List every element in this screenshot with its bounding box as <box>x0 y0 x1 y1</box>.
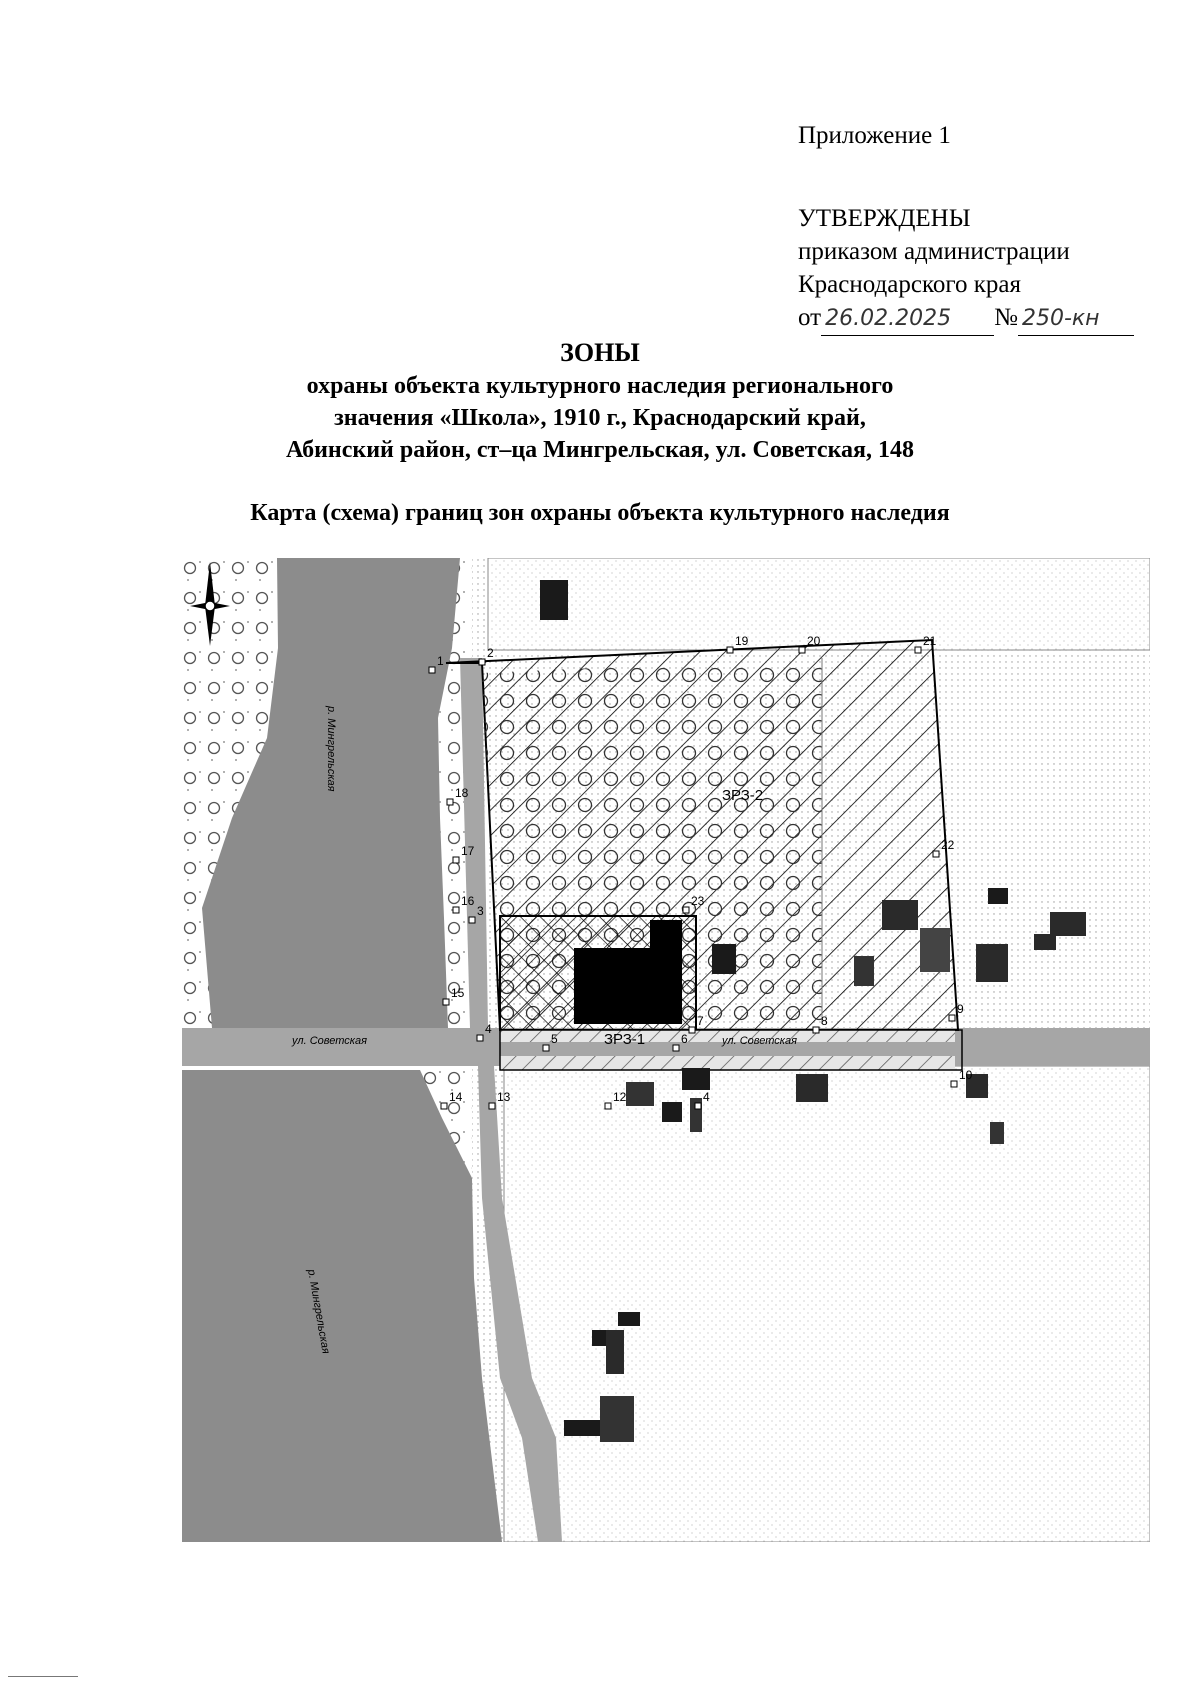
boundary-point-label: 4 <box>485 1022 492 1036</box>
boundary-point-marker <box>727 647 733 653</box>
building <box>1050 912 1086 936</box>
street-label-east: ул. Советская <box>722 1035 797 1047</box>
boundary-point-label: 22 <box>941 838 955 852</box>
building <box>712 944 736 974</box>
boundary-point-label: 8 <box>821 1014 828 1028</box>
boundary-point-label: 14 <box>449 1090 463 1104</box>
building <box>854 956 874 986</box>
building <box>1034 934 1056 950</box>
boundary-point-label: 17 <box>461 844 475 858</box>
boundary-point-marker <box>477 1035 483 1041</box>
building <box>618 1312 640 1326</box>
approval-signature-line <box>798 301 1134 336</box>
boundary-point-label: 10 <box>959 1068 973 1082</box>
boundary-point-marker <box>479 659 485 665</box>
building <box>920 928 950 972</box>
boundary-point-label: 16 <box>461 894 475 908</box>
boundary-point-label: 9 <box>957 1002 964 1016</box>
building <box>976 944 1008 982</box>
building <box>600 1396 634 1442</box>
approval-block <box>798 202 1134 336</box>
building <box>990 1122 1004 1144</box>
building <box>796 1074 828 1102</box>
boundary-point-marker <box>915 647 921 653</box>
boundary-point-label: 19 <box>735 634 749 648</box>
boundary-point-marker <box>429 667 435 673</box>
boundary-point-marker <box>443 999 449 1005</box>
building <box>988 888 1008 904</box>
boundary-point-marker <box>951 1081 957 1087</box>
boundary-point-marker <box>447 799 453 805</box>
boundary-point-marker <box>813 1027 819 1033</box>
footer-rule <box>8 1676 78 1677</box>
boundary-point-marker <box>933 851 939 857</box>
map-caption: Карта (схема) границ зон охраны объекта культурного наследия <box>250 500 950 526</box>
boundary-point-marker <box>469 917 475 923</box>
boundary-point-marker <box>695 1103 701 1109</box>
boundary-point-label: 20 <box>807 634 821 648</box>
boundary-point-label: 2 <box>487 646 494 660</box>
boundary-point-marker <box>683 907 689 913</box>
boundary-point-label: 6 <box>681 1032 688 1046</box>
approved-region: Краснодарского края <box>798 271 1021 298</box>
building <box>662 1102 682 1122</box>
boundary-point-label: 7 <box>697 1014 704 1028</box>
boundary-point-marker <box>949 1015 955 1021</box>
boundary-point-marker <box>673 1045 679 1051</box>
boundary-point-marker <box>689 1027 695 1033</box>
date-handwritten: 26.02.2025 <box>821 302 994 336</box>
boundary-point-label: 21 <box>923 634 937 648</box>
title-line-1: охраны объекта культурного наследия регионального <box>306 373 894 399</box>
appendix-label: Приложение 1 <box>798 122 951 149</box>
boundary-point-label: 3 <box>477 904 484 918</box>
river-label-south: р. Мингрельская <box>305 1268 332 1355</box>
building <box>882 900 918 930</box>
boundary-point-label: 12 <box>613 1090 627 1104</box>
document-title <box>0 336 1200 466</box>
street-label-west: ул. Советская <box>292 1035 367 1047</box>
boundary-point-marker <box>543 1045 549 1051</box>
boundary-point-label: 1 <box>437 654 444 668</box>
boundary-point-label: 18 <box>455 786 469 800</box>
river-label-north: р. Мингрельская <box>325 706 337 792</box>
number-handwritten: 250-кн <box>1018 302 1134 336</box>
boundary-point-label: 15 <box>451 986 465 1000</box>
boundary-point-marker <box>453 907 459 913</box>
building <box>564 1420 604 1436</box>
boundary-point-label: 4 <box>703 1090 710 1104</box>
title-main: ЗОНЫ <box>560 338 640 367</box>
building <box>540 580 568 620</box>
parcel-southeast <box>504 1066 1150 1542</box>
building <box>626 1082 654 1106</box>
boundary-point-label: 23 <box>691 894 705 908</box>
boundary-point-marker <box>605 1103 611 1109</box>
boundary-point-marker <box>799 647 805 653</box>
boundary-point-label: 13 <box>497 1090 511 1104</box>
zone-zrz1-south <box>500 1056 955 1070</box>
zone-map <box>182 558 1150 1542</box>
boundary-point-label: 5 <box>551 1032 558 1046</box>
approved-heading: УТВЕРЖДЕНЫ <box>798 205 971 232</box>
title-line-2: значения «Школа», 1910 г., Краснодарский край, <box>334 405 866 431</box>
building <box>682 1068 710 1090</box>
zone-label-zrz1: ЗРЗ-1 <box>604 1031 646 1048</box>
approved-by-order: приказом администрации <box>798 238 1070 265</box>
building <box>606 1330 624 1374</box>
number-prefix: № <box>994 304 1018 331</box>
boundary-point-marker <box>453 857 459 863</box>
date-prefix: от <box>798 304 822 331</box>
boundary-point-marker <box>489 1103 495 1109</box>
zone-label-zrz2: ЗРЗ-2 <box>722 787 764 804</box>
title-line-3: Абинский район, ст–ца Мингрельская, ул. Советская, 148 <box>285 437 915 463</box>
boundary-point-marker <box>441 1103 447 1109</box>
